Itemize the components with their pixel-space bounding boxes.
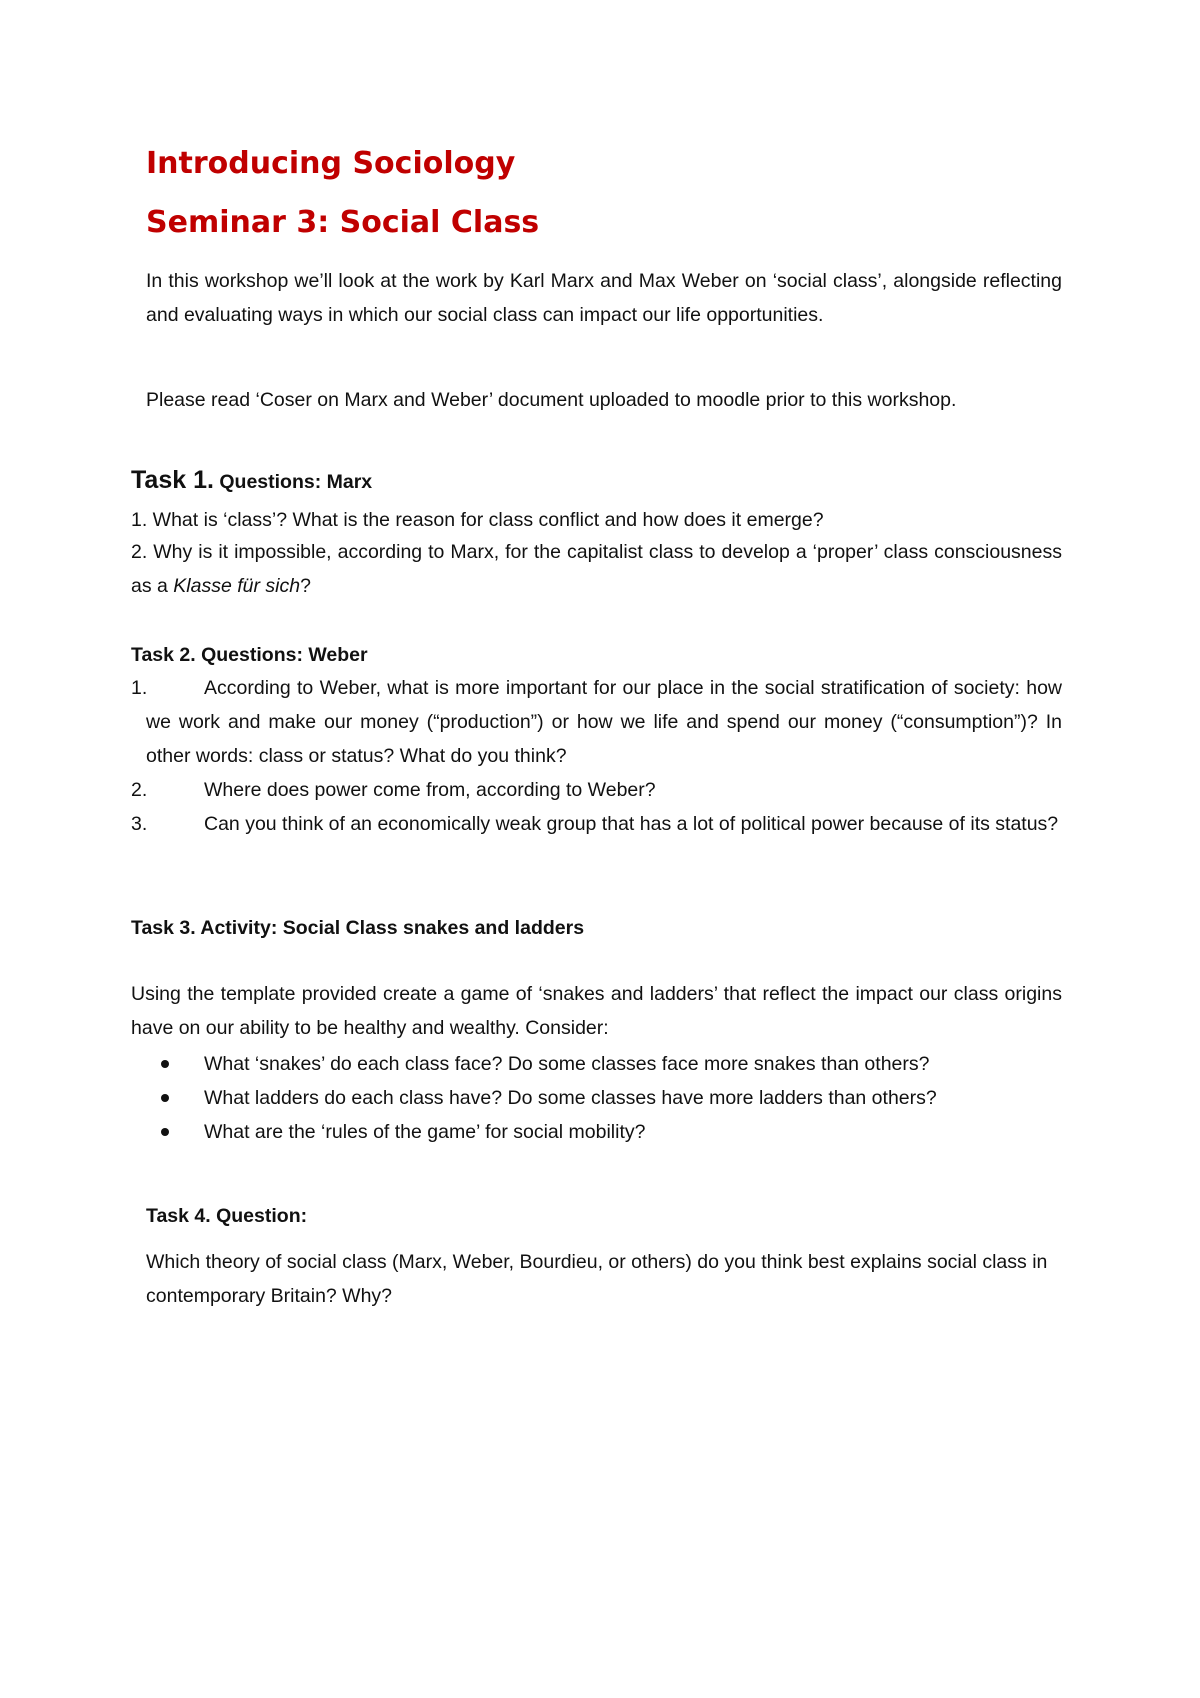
task4-heading: Task 4. Question:: [146, 1205, 308, 1227]
task2-item-2: Where does power come from, according to Weber?: [204, 779, 656, 801]
task2-item-3-number: 3.: [131, 813, 148, 835]
task2-item-1: According to Weber, what is more important for our place in the social stratification of society: how we work and make our money (“production”) or how we life and spend our money (“consumption”)? In other words: class or status? What do you think?: [146, 677, 1062, 767]
task3-bullet-2: What ladders do each class have? Do some classes have more ladders than others?: [204, 1087, 937, 1109]
task3-bullet-1: What ‘snakes’ do each class face? Do some classes face more snakes than others?: [204, 1053, 930, 1075]
bullet-icon: [161, 1128, 169, 1136]
bullet-icon: [161, 1094, 169, 1102]
page-title: Introducing Sociology: [146, 146, 516, 181]
task1-question-2-text: 2. Why is it impossible, according to Marx, for the capitalist class to develop a ‘proper’ class consciousness as a: [131, 541, 1062, 597]
task1-question-2: [131, 535, 1062, 603]
task3-intro: Using the template provided create a game of ‘snakes and ladders’ that reflect the impact our class origins have on our ability to be healthy and wealthy. Consider:: [131, 983, 1062, 1039]
task3-heading: Task 3. Activity: Social Class snakes and ladders: [131, 917, 585, 939]
page-subtitle: Seminar 3: Social Class: [146, 205, 540, 240]
task2-item-2-number: 2.: [131, 779, 148, 801]
task1-question-2-end: ?: [300, 575, 311, 597]
klasse-fur-sich: Klasse für sich: [173, 575, 301, 597]
task3-bullet-3: What are the ‘rules of the game’ for social mobility?: [204, 1121, 646, 1143]
task1-question-1: 1. What is ‘class’? What is the reason for class conflict and how does it emerge?: [131, 509, 824, 531]
task1-heading: [131, 464, 372, 498]
intro-paragraph-1: In this workshop we’ll look at the work by Karl Marx and Max Weber on ‘social class’, alongside reflecting and evaluating ways in which our social class can impact our life opportunities.: [146, 270, 1062, 326]
task1-title: Questions: Marx: [219, 471, 373, 493]
task2-heading: Task 2. Questions: Weber: [131, 644, 368, 666]
task2-item-1-number: 1.: [131, 677, 148, 699]
bullet-icon: [161, 1060, 169, 1068]
task2-item-3: Can you think of an economically weak group that has a lot of political power because of its status?: [204, 813, 1059, 835]
task4-question: Which theory of social class (Marx, Weber, Bourdieu, or others) do you think best explains social class in contemporary Britain? Why?: [146, 1251, 1048, 1307]
task1-label: Task 1.: [131, 466, 214, 494]
intro-paragraph-2: Please read ‘Coser on Marx and Weber’ document uploaded to moodle prior to this workshop.: [146, 389, 957, 411]
